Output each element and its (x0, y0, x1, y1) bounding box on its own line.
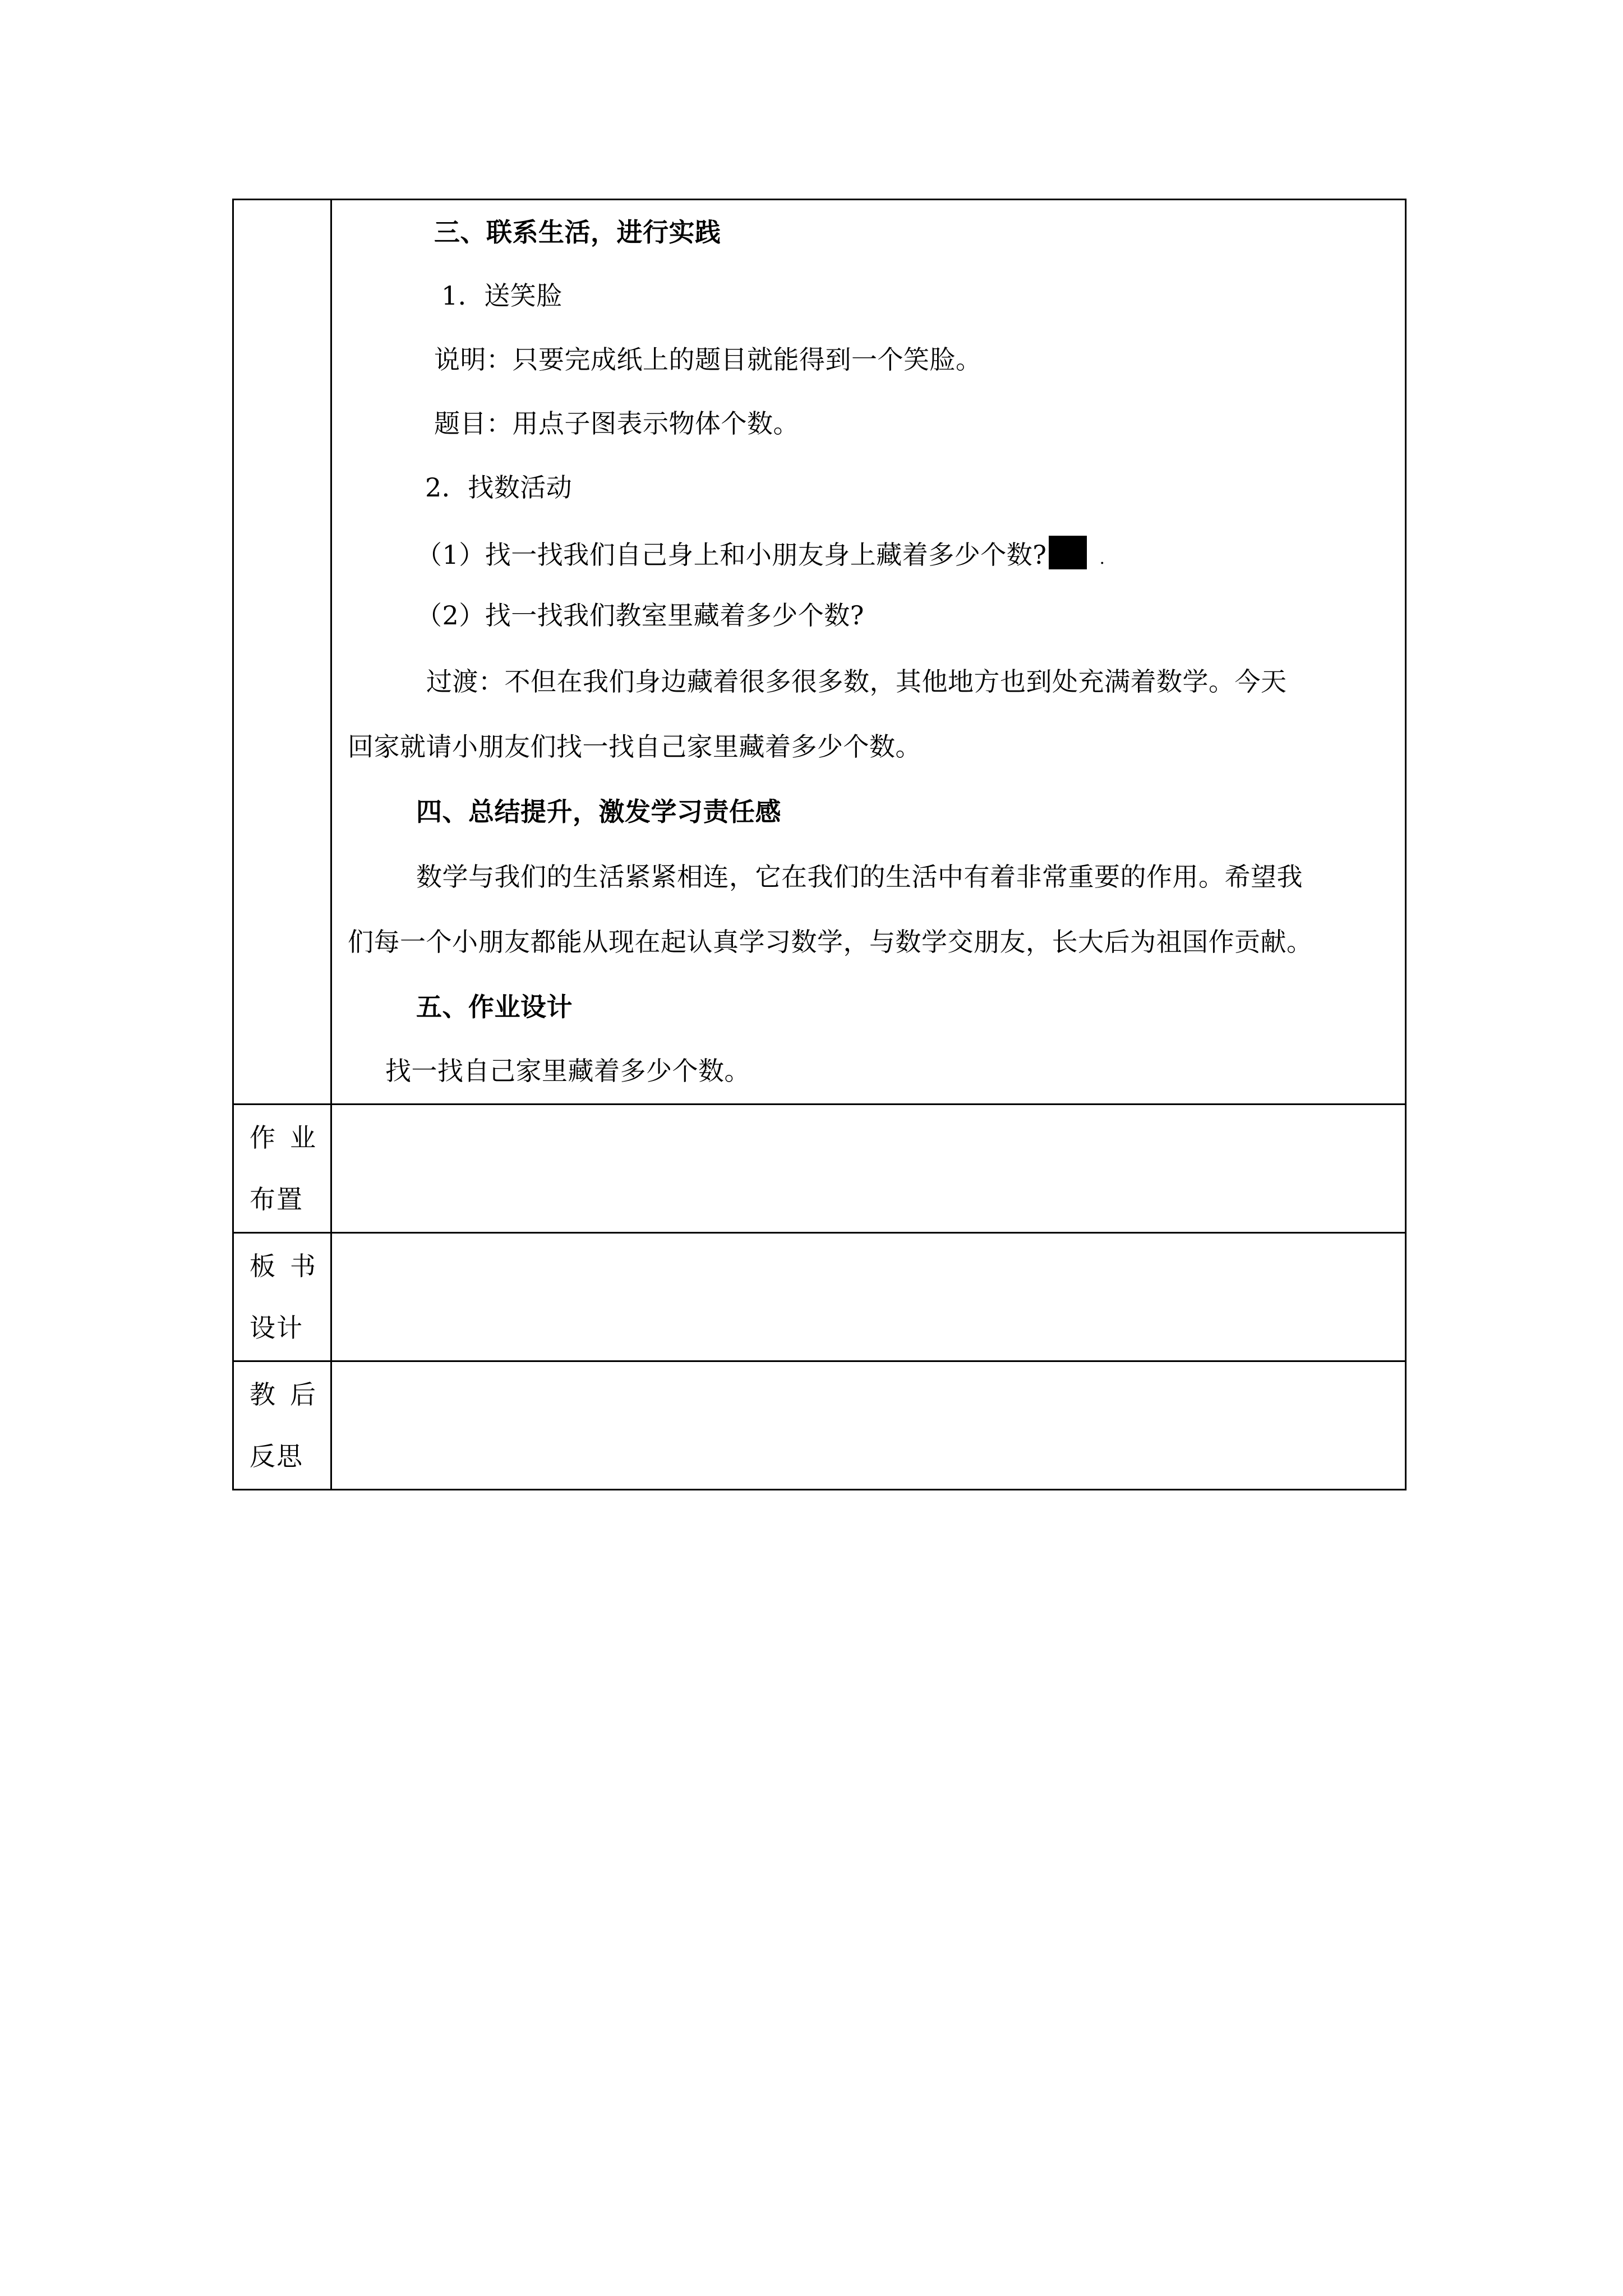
lesson-plan-table (232, 199, 1407, 1490)
lesson-content-row (233, 200, 1406, 1105)
transition-line1: 过渡：不但在我们身边藏着很多很多数，其他地方也到处充满着数学。今天 (426, 666, 1287, 697)
section5-line1: 找一找自己家里藏着多少个数。 (385, 1056, 750, 1086)
reflection-label-cell (233, 1361, 331, 1490)
item2-question2: （2）找一找我们教室里藏着多少个数? (416, 600, 864, 631)
section5-heading: 五、作业设计 (416, 992, 573, 1022)
item1-title: 1．送笑脸 (441, 280, 562, 311)
section3-heading: 三、联系生活，进行实践 (434, 217, 721, 247)
homework-label-bottom: 布置 (250, 1184, 303, 1214)
board-content-cell (331, 1233, 1406, 1361)
item2-question1-line (416, 536, 1105, 574)
reflection-label-top: 教后 (250, 1379, 330, 1410)
transition-line2: 回家就请小朋友们找一找自己家里藏着多少个数。 (348, 731, 921, 762)
empty-label-cell (233, 200, 331, 1105)
homework-row (233, 1105, 1406, 1233)
section4-heading: 四、总结提升，激发学习责任感 (416, 797, 781, 827)
lesson-content-cell (331, 200, 1406, 1105)
section4-line1: 数学与我们的生活紧紧相连，它在我们的生活中有着非常重要的作用。希望我 (416, 862, 1303, 892)
item2-question1: （1）找一找我们自己身上和小朋友身上藏着多少个数? (416, 540, 1047, 570)
reflection-content-cell (331, 1361, 1406, 1490)
homework-label-top: 作业 (250, 1122, 330, 1153)
reflection-label-bottom: 反思 (250, 1441, 303, 1471)
board-row (233, 1233, 1406, 1361)
item2-title: 2．找数活动 (425, 472, 573, 503)
section4-line2: 们每一个小朋友都能从现在起认真学习数学，与数学交朋友，长大后为祖国作贡献。 (348, 927, 1313, 957)
homework-content-cell (331, 1105, 1406, 1233)
homework-label-cell (233, 1105, 331, 1233)
board-label-top: 板书 (250, 1251, 330, 1281)
item1-task: 题目：用点子图表示物体个数。 (434, 408, 799, 439)
reflection-row (233, 1361, 1406, 1490)
board-label-bottom: 设计 (250, 1313, 303, 1343)
trailing-period: . (1099, 549, 1105, 568)
item1-note: 说明：只要完成纸上的题目就能得到一个笑脸。 (434, 344, 982, 375)
redaction-block (1049, 536, 1087, 569)
board-label-cell (233, 1233, 331, 1361)
